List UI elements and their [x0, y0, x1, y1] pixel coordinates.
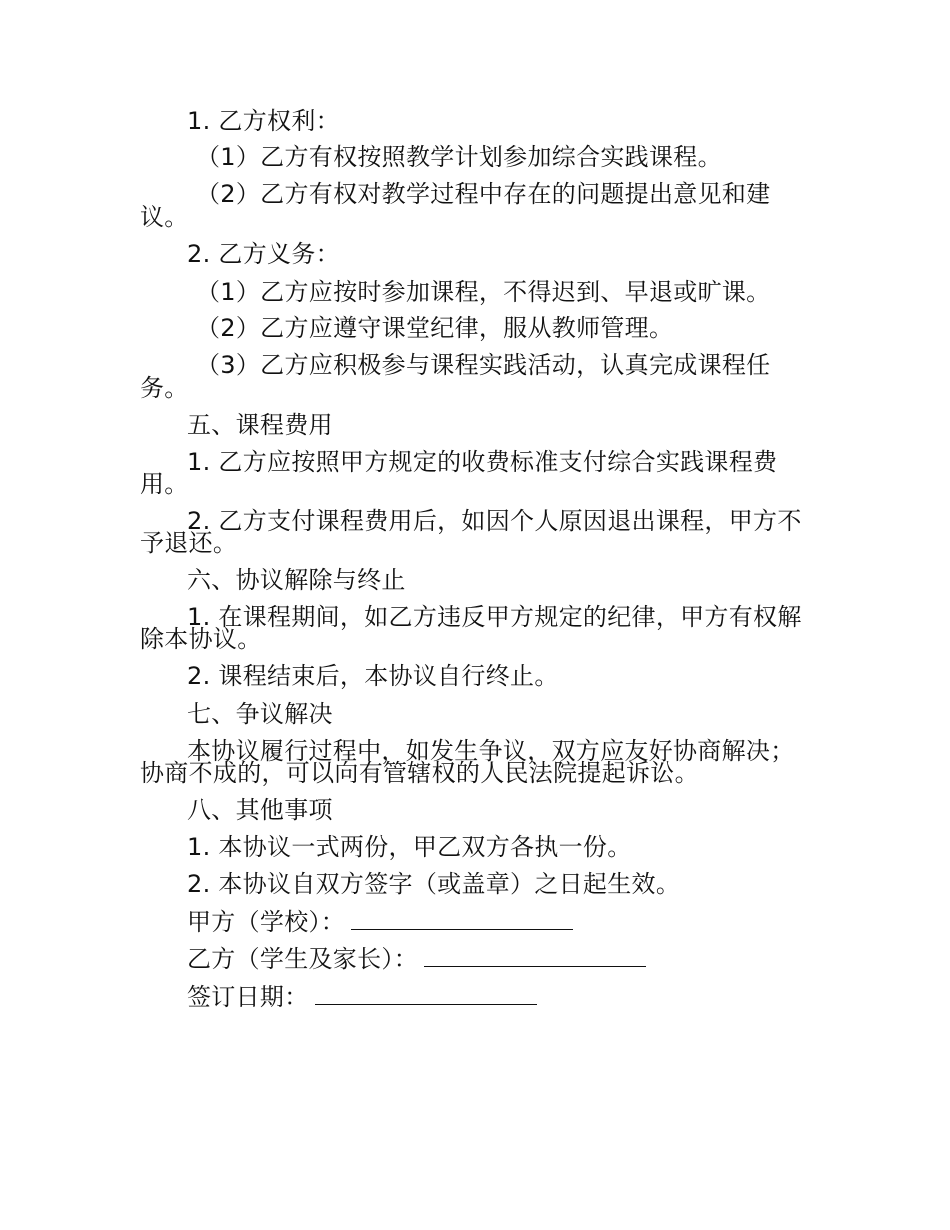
signature-date	[187, 982, 537, 1011]
fees-item-2: 2. 乙方支付课程费用后，如因个人原因退出课程，甲方不	[187, 507, 802, 535]
other-item-1: 1. 本协议一式两份，甲乙双方各执一份。	[187, 833, 632, 861]
signature-party-b	[187, 944, 646, 973]
duties-item-3: （3）乙方应积极参与课程实践活动，认真完成课程任	[196, 351, 771, 379]
dispute-text-1: 本协议履行过程中，如发生争议，双方应友好协商解决；	[187, 737, 795, 765]
signature-party-b-field[interactable]	[424, 944, 646, 967]
signature-party-a-label: 甲方（学校）：	[187, 908, 346, 936]
fees-item-1: 1. 乙方应按照甲方规定的收费标准支付综合实践课程费	[187, 448, 778, 476]
other-heading: 八、其他事项	[187, 796, 333, 824]
termination-heading: 六、协议解除与终止	[187, 566, 406, 594]
rights-item-1: （1）乙方有权按照教学计划参加综合实践课程。	[196, 143, 722, 171]
dispute-heading: 七、争议解决	[187, 700, 333, 728]
termination-item-2: 2. 课程结束后，本协议自行终止。	[187, 662, 559, 690]
fees-heading: 五、课程费用	[187, 411, 333, 439]
dispute-text-2: 协商不成的，可以向有管辖权的人民法院提起诉讼。	[140, 759, 699, 787]
signature-party-b-label: 乙方（学生及家长）：	[187, 945, 418, 973]
signature-date-field[interactable]	[315, 982, 537, 1005]
rights-item-2-cont: 议。	[140, 203, 189, 231]
termination-item-1: 1. 在课程期间，如乙方违反甲方规定的纪律，甲方有权解	[187, 603, 802, 631]
signature-date-label: 签订日期：	[187, 983, 309, 1011]
fees-item-2-cont: 予退还。	[140, 529, 238, 557]
rights-item-2: （2）乙方有权对教学过程中存在的问题提出意见和建	[196, 180, 771, 208]
rights-heading: 1. 乙方权利：	[187, 107, 340, 135]
duties-item-2: （2）乙方应遵守课堂纪律，服从教师管理。	[196, 314, 674, 342]
other-item-2: 2. 本协议自双方签字（或盖章）之日起生效。	[187, 870, 681, 898]
fees-item-1-cont: 用。	[140, 470, 189, 498]
signature-party-a-field[interactable]	[351, 907, 573, 930]
duties-item-1: （1）乙方应按时参加课程，不得迟到、早退或旷课。	[196, 278, 771, 306]
termination-item-1-cont: 除本协议。	[140, 625, 262, 653]
duties-heading: 2. 乙方义务：	[187, 240, 340, 268]
signature-party-a	[187, 907, 573, 936]
duties-item-3-cont: 务。	[140, 374, 189, 402]
